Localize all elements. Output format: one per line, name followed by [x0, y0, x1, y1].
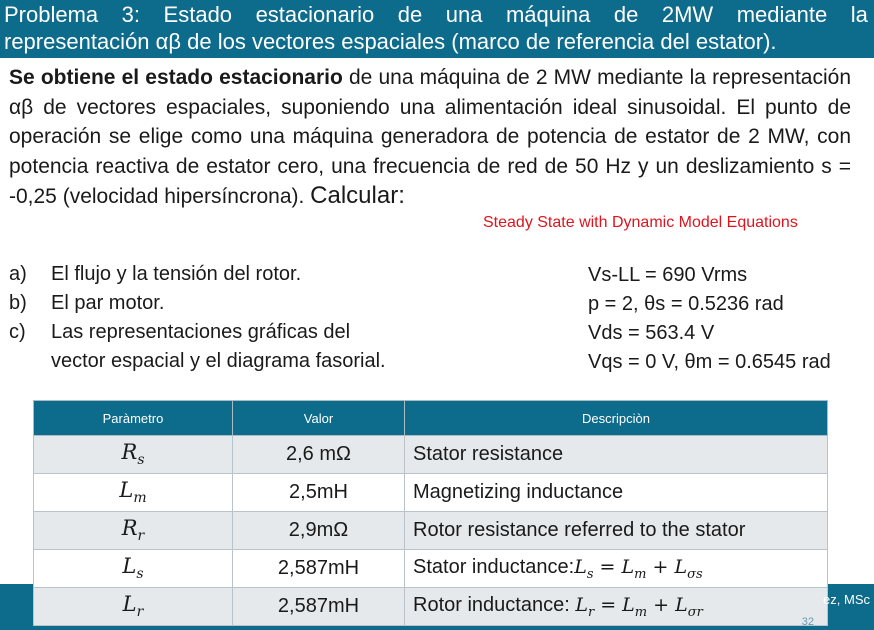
- header-descripcion: Descripciòn: [405, 401, 828, 436]
- param-value: 2,6 mΩ: [233, 436, 405, 474]
- param-value: 2,9mΩ: [233, 512, 405, 550]
- title-word: la: [850, 2, 868, 27]
- question-c: [9, 318, 386, 347]
- table-header-row: [34, 401, 828, 436]
- param-value: 2,5mH: [233, 474, 405, 512]
- formula: $L_s = L_m + L_{\sigma s}$: [574, 555, 703, 582]
- param-description: Magnetizing inductance: [405, 474, 828, 512]
- param-description: Stator resistance: [405, 436, 828, 474]
- question-c-continued: vector espacial y el diagrama fasorial.: [51, 350, 386, 372]
- question-b: [9, 289, 386, 318]
- questions-list: [9, 260, 386, 376]
- param-line: p = 2, θs = 0.5236 rad: [588, 293, 784, 315]
- param-line: Vds = 563.4 V: [588, 322, 715, 344]
- calcular-label: Calcular:: [310, 182, 405, 209]
- param-symbol: $R_r$: [34, 512, 233, 550]
- red-note: Steady State with Dynamic Model Equations: [483, 214, 798, 231]
- formula: $L_r = L_m + L_{\sigma r}$: [575, 593, 703, 620]
- table-row: [34, 474, 828, 512]
- title-word: de: [613, 2, 639, 27]
- slide-number: 32: [801, 616, 814, 628]
- operating-params: [588, 261, 831, 377]
- param-symbol: $L_m$: [34, 474, 233, 512]
- question-a: [9, 260, 386, 289]
- header-valor: Valor: [233, 401, 405, 436]
- table-row: [34, 512, 828, 550]
- title-word: estacionario: [255, 2, 375, 27]
- footer-author: ez, MSc: [823, 592, 870, 607]
- param-symbol: $R_s$: [34, 436, 233, 474]
- question-letter: a): [9, 263, 27, 285]
- question-letter: b): [9, 292, 27, 314]
- title-word: de: [397, 2, 423, 27]
- title-word: una: [445, 2, 483, 27]
- param-description: Stator $inductance:L_s = L_m + L_{\sigma s}$: [405, 550, 828, 588]
- param-value: 2,587mH: [233, 588, 405, 626]
- table-row: [34, 436, 828, 474]
- title-line2: representación αβ de los vectores espaciales (marco de referencia del estator).: [4, 29, 777, 54]
- title-word: Estado: [163, 2, 233, 27]
- title-word: Problema: [4, 2, 99, 27]
- title-word: 2MW: [661, 2, 714, 27]
- question-letter: c): [9, 321, 26, 343]
- intro-bold-lead: Se obtiene el estado estacionario: [9, 66, 343, 89]
- title-word: máquina: [505, 2, 591, 27]
- table-row: [34, 588, 828, 626]
- param-symbol: $L_r$: [34, 588, 233, 626]
- table-row: [34, 550, 828, 588]
- title-word: mediante: [736, 2, 828, 27]
- param-value: 2,587mH: [233, 550, 405, 588]
- header-parametro: Paràmetro: [34, 401, 233, 436]
- parameters-table: [33, 400, 828, 626]
- title-word: 3:: [121, 2, 141, 27]
- question-text: El flujo y la tensión del rotor.: [51, 263, 302, 285]
- question-text: Las representaciones gráficas del: [51, 321, 351, 343]
- param-line: Vqs = 0 V, θm = 0.6545 rad: [588, 351, 831, 373]
- param-line: Vs-LL = 690 Vrms: [588, 264, 748, 286]
- question-text: El par motor.: [51, 292, 165, 314]
- param-description: Rotor inductance: $L_r = L_m + L_{\sigma r}$: [405, 588, 828, 626]
- title-bar: [0, 0, 874, 58]
- intro-paragraph: [9, 63, 851, 212]
- intro-text: de una máquina de 2 MW mediante la representación αβ de vectores espaciales, suponiendo una alimentación ideal sinusoidal. El punto de operación se elige como una máquina generadora de potencia de estator de 2 MW, con potencia reactiva de estator cero, una frecuencia de red de 50 Hz y un deslizamiento s = -0,25 (velocidad hipersíncrona).: [9, 66, 852, 208]
- param-description: Rotor resistance referred to the stator: [405, 512, 828, 550]
- param-symbol: $L_s$: [34, 550, 233, 588]
- title-line1: [4, 1, 868, 28]
